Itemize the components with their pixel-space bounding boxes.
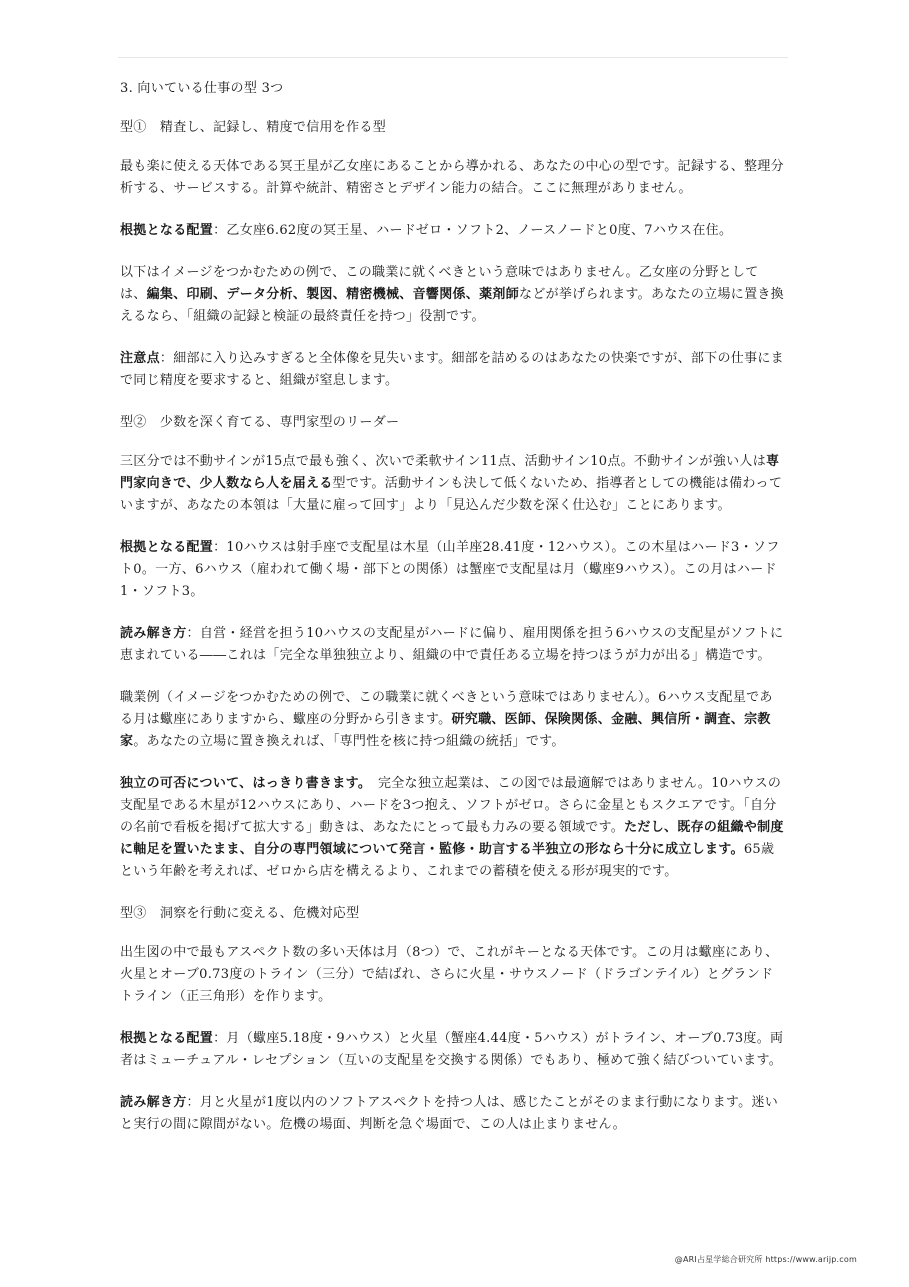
type2-basis-text: ：10ハウスは射手座で支配星は木星（山羊座28.41度・12ハウス）。この木星はハード3・ソフト0。一方、6ハウス（雇われて働く場・部下との関係）は蟹座で支配星は月（蠍座9ハウス）。この月はハード1・ソフト3。	[120, 540, 780, 599]
type2-independence-post: 65歳という年齢を考えれば、ゼロから店を構えるより、これまでの蓄積を使える形が現実的です。	[120, 842, 775, 879]
type2-reading	[120, 623, 785, 667]
type3-reading-text: ：月と火星が1度以内のソフトアスペクトを持つ人は、感じたことがそのまま行動になります。迷いと実行の間に隙間がない。危機の場面、判断を急ぐ場面で、この人は止まりません。	[120, 1095, 779, 1132]
type1-basis-text: ：乙女座6.62度の冥王星、ハードゼロ・ソフト2、ノースノードと0度、7ハウス在住。	[213, 223, 733, 238]
type1-caution	[120, 348, 785, 392]
type3-basis	[120, 1028, 785, 1072]
type1-examples-post: などが挙げられます。あなたの立場に置き換えるなら、「組織の記録と検証の最終責任を持つ」役割です。	[120, 287, 784, 324]
type1-examples-pre: 以下はイメージをつかむための例で、この職業に就くべきという意味ではありません。乙女座の分野としては、	[120, 265, 759, 302]
type2-examples-post: 。あなたの立場に置き換えれば、「専門性を核に持つ組織の統括」です。	[133, 734, 565, 749]
type2-examples	[120, 687, 785, 753]
section-title: 3. 向いている仕事の型 3つ	[120, 81, 284, 96]
type2-reading-label: 読み解き方	[120, 626, 187, 641]
type3-reading	[120, 1092, 785, 1136]
type2-intro-pre: 三区分では不動サインが15点で最も強く、次いで柔軟サイン11点、活動サイン10点。不動サインが強い人は	[120, 454, 767, 469]
type2-intro	[120, 451, 785, 517]
type2-reading-text: ：自営・経営を担う10ハウスの支配星がハードに偏り、雇用関係を担う6ハウスの支配星がソフトに恵まれている――これは「完全な単独独立より、組織の中で責任ある立場を持つほうが力が出る」構造です。	[120, 626, 784, 663]
type3-basis-label: 根拠となる配置	[120, 1031, 214, 1046]
type3-basis-text: ：月（蠍座5.18度・9ハウス）と火星（蟹座4.44度・5ハウス）がトライン、オーブ0.73度。両者はミューチュアル・レセプション（互いの支配星を交換する関係）でもあり、極めて強く結びついています。	[120, 1031, 784, 1068]
type2-independence-mid: 完全な独立起業は、この図では最適解ではありません。10ハウスの支配星である木星が12ハウスにあり、ハードを3つ抱え、ソフトがゼロ。さらに金星ともスクエアです。「自分の名前で看板を掲げて拡大する」動きは、あなたにとって最も力みの要る領域です。	[120, 776, 782, 835]
page-footer: @ARI占星学総合研究所 https://www.arijp.com	[674, 1255, 857, 1264]
type2-basis	[120, 537, 785, 603]
type1-examples-bold: 編集、印刷、データ分析、製図、精密機械、音響関係、薬剤師	[146, 287, 520, 302]
document-body	[120, 78, 785, 1136]
type2-independence-bold: 独立の可否について、はっきり書きます。	[120, 776, 365, 791]
type1-heading: 型① 精査し、記録し、精度で信用を作る型	[120, 120, 387, 135]
type2-independence-bold2: ただし、既存の組織や制度に軸足を置いたまま、自分の専門領域について発言・監修・助言する半独立の形なら十分に成立します。	[120, 820, 784, 857]
type1-examples	[120, 262, 785, 328]
type2-independence	[120, 773, 785, 883]
type3-heading: 型③ 洞察を行動に変える、危機対応型	[120, 906, 360, 921]
type1-basis-label: 根拠となる配置	[120, 223, 214, 238]
type2-examples-bold: 研究職、医師、保険関係、金融、興信所・調査、宗教家	[120, 712, 771, 749]
type1-caution-text: ：細部に入り込みすぎると全体像を見失います。細部を詰めるのはあなたの快楽ですが、部下の仕事にまで同じ精度を要求すると、組織が窒息します。	[120, 351, 784, 388]
type1-basis	[120, 220, 785, 242]
type3-intro: 出生図の中で最もアスペクト数の多い天体は月（8つ）で、これがキーとなる天体です。この月は蠍座にあり、火星とオーブ0.73度のトライン（三分）で結ばれ、さらに火星・サウスノード（ドラゴンテイル）とグランドトライン（正三角形）を作ります。	[120, 945, 779, 1004]
type2-examples-pre: 職業例（イメージをつかむための例で、この職業に就くべきという意味ではありません）。6ハウス支配星である月は蠍座にありますから、蠍座の分野から引きます。	[120, 690, 773, 727]
type1-caution-label: 注意点	[120, 351, 160, 366]
type2-basis-label: 根拠となる配置	[120, 540, 214, 555]
type1-intro: 最も楽に使える天体である冥王星が乙女座にあることから導かれる、あなたの中心の型です。記録する、整理分析する、サービスする。計算や統計、精密さとデザイン能力の結合。ここに無理がありません。	[120, 159, 784, 196]
type3-reading-label: 読み解き方	[120, 1095, 187, 1110]
header-divider	[118, 57, 788, 58]
type2-heading: 型② 少数を深く育てる、専門家型のリーダー	[120, 415, 400, 430]
type2-intro-bold: 専門家向きで、少人数なら人を届える	[120, 454, 780, 491]
type2-intro-post: 型です。活動サインも決して低くないため、指導者としての機能は備わっていますが、あなたの本領は「大量に雇って回す」より「見込んだ少数を深く仕込む」ことにあります。	[120, 476, 783, 513]
